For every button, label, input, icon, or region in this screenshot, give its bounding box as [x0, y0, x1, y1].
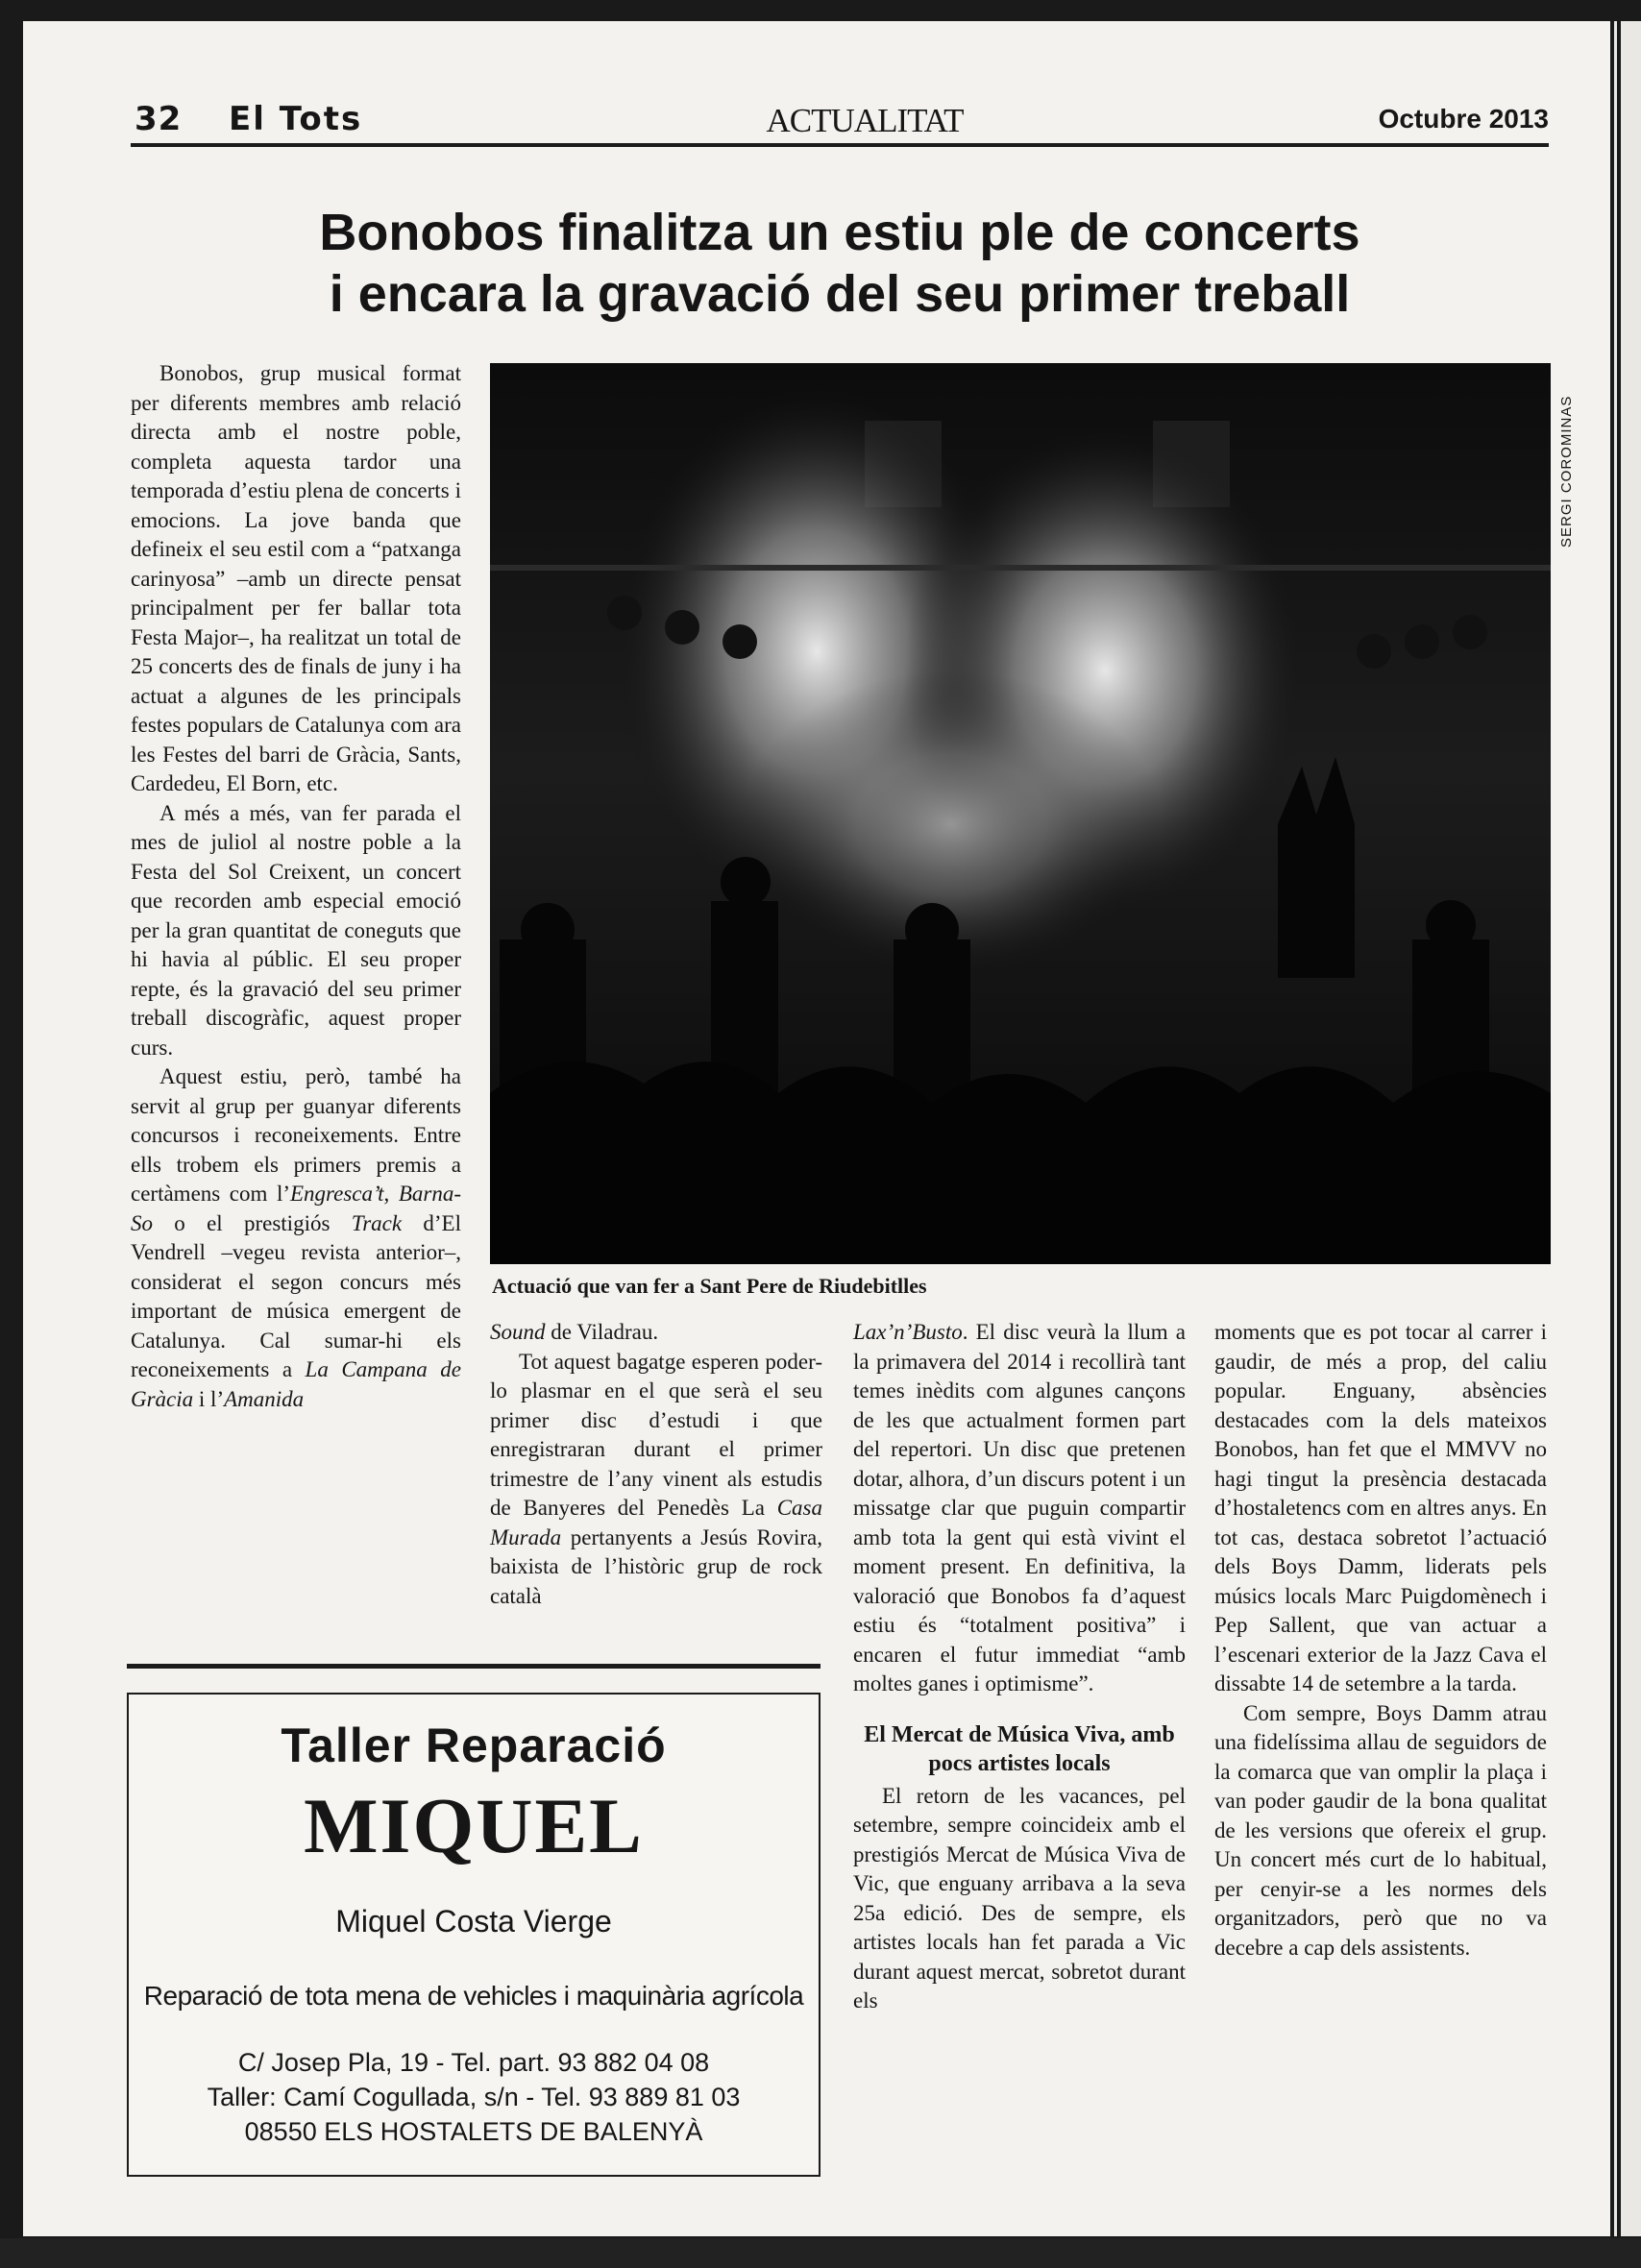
italic-title: Barna-So	[131, 1182, 461, 1235]
headline-line-2: i encara la gravació del seu primer treball	[329, 265, 1351, 323]
article-column-4	[1214, 1318, 1547, 1963]
headline-line-1: Bonobos finalitza un estiu ple de concerts	[319, 204, 1360, 261]
page-number: 32	[135, 100, 183, 138]
section-subhead: El Mercat de Música Viva, amb pocs artistes locals	[864, 1721, 1175, 1776]
page-gutter	[1617, 21, 1621, 2236]
ad-postal-code: 08550 ELS HOSTALETS DE BALENYÀ	[244, 2117, 703, 2146]
italic-title: Sound	[490, 1320, 546, 1344]
text-run: . El disc veurà la llum a la primavera del 2014 i recollirà tant temes inèdits com algunes cançons de les que actualment formen part del repertori. Un disc que pretenen dotar, alhora, d’un discurs potent i un missatge clar que puguin compartir amb tota la gent qui està vivint el moment present. En definitiva, la valoració que Bonobos fa d’aquest estiu és “totalment positiva” i encaren el futur immediat “amb moltes ganes i optimisme”.	[853, 1320, 1186, 1695]
ad-business-name: MIQUEL	[304, 1782, 644, 1869]
text-run: i l’	[193, 1386, 225, 1411]
paragraph: Com sempre, Boys Damm atrau una fidelíssima allau de seguidors de la comarca que van omplir la plaça i van poder gaudir de la bona qualitat de les versions que ofereix el grup. Un concert més curt de lo habitual, per cenyir-se a les normes dels organitzadors, però que no va decebre a cap dels assistents.	[1214, 1700, 1547, 1960]
italic-title: Casa Murada	[490, 1496, 822, 1549]
article-headline	[131, 202, 1549, 325]
photo-credit-text: SERGI COROMINAS	[1558, 395, 1575, 548]
article-column-1	[131, 359, 461, 1414]
section-name: ACTUALITAT	[766, 102, 964, 139]
article-column-3	[853, 1318, 1186, 2016]
advertisement	[127, 1693, 820, 2177]
text-run: de Viladrau.	[545, 1320, 659, 1344]
publication-name: El Tots	[229, 100, 363, 138]
concert-photo-image	[490, 363, 1551, 1264]
ad-service: Reparació de tota mena de vehicles i maquinària agrícola	[143, 1981, 804, 2011]
ad-separator	[127, 1664, 820, 1669]
paragraph	[131, 1062, 461, 1414]
concert-photo	[490, 363, 1551, 1264]
paragraph	[490, 1348, 822, 1612]
issue-date: Octubre 2013	[1378, 104, 1549, 134]
header-rule	[131, 143, 1549, 147]
photo-caption: Actuació que van fer a Sant Pere de Riudebitlles	[492, 1274, 927, 1298]
article-column-2	[490, 1318, 822, 1611]
ad-workshop-address: Taller: Camí Cogullada, s/n - Tel. 93 889 81 03	[207, 2083, 741, 2111]
paragraph	[490, 1318, 822, 1348]
text-run: Tot aquest bagatge esperen poder-lo plasmar en el que serà el seu primer disc d’estudi i que enregistraran durant el primer trimestre de l’any vinent als estudis de Banyeres del Penedès La	[490, 1349, 822, 1520]
italic-title: Amanida	[224, 1386, 305, 1411]
paragraph: moments que es pot tocar al carrer i gaudir, de més a prop, del caliu popular. Enguany, absències destacades com la dels mateixos Bonobos, han fet que el MMVV no hagi tingut la presència destacada d’hostaletencs com en altres anys. En tot cas, destaca sobretot l’actuació dels Boys Damm, liderats pels músics locals Marc Puigdomènech i Pep Sallent, que van actuar a l’escenari exterior de la Jazz Cava el dissabte 14 de setembre a la tarda.	[1214, 1320, 1547, 1695]
paragraph: Bonobos, grup musical format per diferents membres amb relació directa amb el nostre poble, completa aquesta tardor una temporada d’estiu plena de concerts i emocions. La jove banda que defineix el seu estil com a “patxanga carinyosa” –amb un directe pensat principalment per fer ballar tota Festa Major–, ha realitzat un total de 25 concerts des de finals de juny i ha actuat a algunes de les principals festes populars de Catalunya com ara les Festes del barri de Gràcia, Sants, Cardedeu, El Born, etc.	[131, 361, 461, 795]
paragraph	[853, 1318, 1186, 1699]
text-run: Aquest estiu, però, també ha servit al grup per guanyar diferents concursos i reconeixements. Entre ells trobem els primers premis a certàmens com l’	[131, 1064, 461, 1206]
italic-title: Engresca’t	[290, 1182, 384, 1206]
paragraph: A més a més, van fer parada el mes de juliol al nostre poble a la Festa del Sol Creixent, un concert que recorden amb especial emoció per la gran quantitat de coneguts que hi havia al públic. El seu proper repte, és la gravació del seu primer treball discogràfic, aquest proper curs.	[131, 800, 461, 1060]
italic-title: La Campana de Gràcia	[131, 1357, 462, 1411]
ad-title: Taller Reparació	[281, 1719, 667, 1772]
photo-credit	[1558, 365, 1587, 548]
scan-border	[0, 2238, 1641, 2268]
ad-owner: Miquel Costa Vierge	[335, 1904, 612, 1939]
ad-address: C/ Josep Pla, 19 - Tel. part. 93 882 04 08	[237, 2048, 710, 2077]
text-run: d’El Vendrell –vegeu revista anterior–, considerat el segon concurs més important de música emergent de Catalunya. Cal sumar-hi els reconeixements a	[131, 1210, 461, 1381]
text-run: ,	[383, 1182, 399, 1206]
text-run: pertanyents a Jesús Rovira, baixista de l’històric grup de rock català	[490, 1524, 822, 1608]
italic-title: Lax’n’Busto	[853, 1320, 963, 1344]
page-header	[0, 0, 1641, 154]
paragraph: El retorn de les vacances, pel setembre, sempre coincideix amb el prestigiós Mercat de Música Viva de Vic, que enguany arribava a la seva 25a edició. Des de sempre, els artistes locals han fet parada a Vic durant aquest mercat, sobretot durant els	[853, 1783, 1186, 2012]
italic-title: Track	[351, 1210, 403, 1235]
text-run: o el prestigiós	[153, 1210, 352, 1235]
